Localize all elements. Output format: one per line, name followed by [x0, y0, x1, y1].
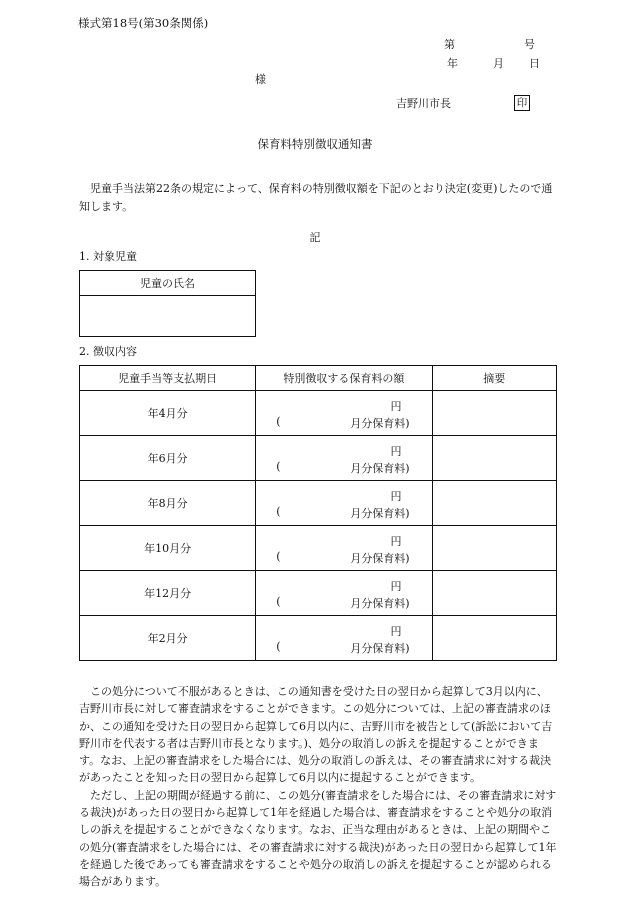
- amount-cell[interactable]: [256, 526, 432, 571]
- period-cell: 年2月分: [80, 616, 256, 661]
- remarks-cell[interactable]: [432, 481, 557, 526]
- monthly-label: 月分保育料): [350, 462, 410, 475]
- yen-label: 円: [390, 535, 402, 548]
- monthly-label: 月分保育料): [350, 597, 410, 610]
- document-number-dai: 第: [444, 38, 455, 51]
- yen-label: 円: [390, 490, 402, 503]
- remarks-cell[interactable]: [432, 436, 557, 481]
- remarks-cell[interactable]: [432, 526, 557, 571]
- yen-label: 円: [390, 400, 402, 413]
- period-cell: 年10月分: [80, 526, 256, 571]
- section2-heading: 2. 徴収内容: [79, 345, 137, 358]
- appeal-notice: [79, 683, 557, 891]
- table-row: [80, 526, 557, 571]
- section1-heading: 1. 対象児童: [79, 250, 137, 263]
- remarks-cell[interactable]: [432, 616, 557, 661]
- date-month: 月: [493, 57, 504, 70]
- notice-paragraph-1: この処分について不服があるときは、この通知書を受けた日の翌日から起算して3月以内に、吉野川市長に対して審査請求をすることができます。この処分については、上記の審査請求のほか、この通知を受けた日の翌日から起算して6月以内に、吉野川市を被告として(訴訟において吉野川市を代表する者は吉野川市長となります。)、処分の取消しの訴えを提起することができます。なお、上記の審査請求をした場合には、処分の取消しの訴えは、その審査請求に対する裁決があったことを知った日の翌日から起算して6月以内に提起することができます。: [79, 685, 553, 785]
- amount-cell[interactable]: [256, 571, 432, 616]
- amount-cell[interactable]: [256, 616, 432, 661]
- period-cell: 年8月分: [80, 481, 256, 526]
- paren-open: (: [276, 505, 281, 518]
- date-day: 日: [529, 57, 540, 70]
- remarks-cell[interactable]: [432, 391, 557, 436]
- addressee-suffix: 様: [255, 73, 266, 86]
- form-number: 様式第18号(第30条関係): [78, 16, 209, 30]
- yen-label: 円: [390, 580, 402, 593]
- yen-label: 円: [390, 445, 402, 458]
- child-name-field[interactable]: [80, 296, 256, 337]
- table-row: [80, 616, 557, 661]
- monthly-label: 月分保育料): [350, 642, 410, 655]
- body-text: 児童手当法第22条の規定によって、保育料の特別徴収額を下記のとおり決定(変更)したので通知します。: [79, 182, 553, 213]
- amount-cell[interactable]: [256, 436, 432, 481]
- remarks-cell[interactable]: [432, 571, 557, 616]
- child-name-header: 児童の氏名: [80, 271, 256, 296]
- amount-cell[interactable]: [256, 391, 432, 436]
- monthly-label: 月分保育料): [350, 552, 410, 565]
- paren-open: (: [276, 550, 281, 563]
- paren-open: (: [276, 595, 281, 608]
- collection-table: [79, 365, 557, 661]
- child-name-table: [79, 270, 256, 337]
- paren-open: (: [276, 640, 281, 653]
- header-remarks: 摘要: [432, 366, 557, 391]
- issuer-name: 吉野川市長: [396, 97, 451, 110]
- table-row: [80, 436, 557, 481]
- header-payment-date: 児童手当等支払期日: [80, 366, 256, 391]
- notice-paragraph-2: ただし、上記の期間が経過する前に、この処分(審査請求をした場合には、その審査請求に対する裁決)があった日の翌日から起算して1年を経過した場合は、審査請求をすることや処分の取消しの訴えを提起することができなくなります。なお、正当な理由があるときは、上記の期間やこの処分(審査請求をした場合には、その審査請求に対する裁決)があった日の翌日から起算して1年を経過した後であっても審査請求をすることや処分の取消しの訴えを提起することが認められる場合があります。: [79, 788, 557, 889]
- date-year: 年: [447, 57, 458, 70]
- paren-open: (: [276, 460, 281, 473]
- document-number-go: 号: [524, 38, 535, 51]
- seal-box: 印: [514, 95, 530, 111]
- period-cell: 年4月分: [80, 391, 256, 436]
- header-amount: 特別徴収する保育料の額: [256, 366, 432, 391]
- period-cell: 年6月分: [80, 436, 256, 481]
- period-cell: 年12月分: [80, 571, 256, 616]
- document-title: 保育料特別徴収通知書: [257, 137, 373, 151]
- paren-open: (: [276, 415, 281, 428]
- monthly-label: 月分保育料): [350, 417, 410, 430]
- yen-label: 円: [390, 625, 402, 638]
- table-row: [80, 571, 557, 616]
- amount-cell[interactable]: [256, 481, 432, 526]
- ki-marker: 記: [309, 231, 321, 244]
- monthly-label: 月分保育料): [350, 507, 410, 520]
- table-row: [80, 391, 557, 436]
- table-row: [80, 481, 557, 526]
